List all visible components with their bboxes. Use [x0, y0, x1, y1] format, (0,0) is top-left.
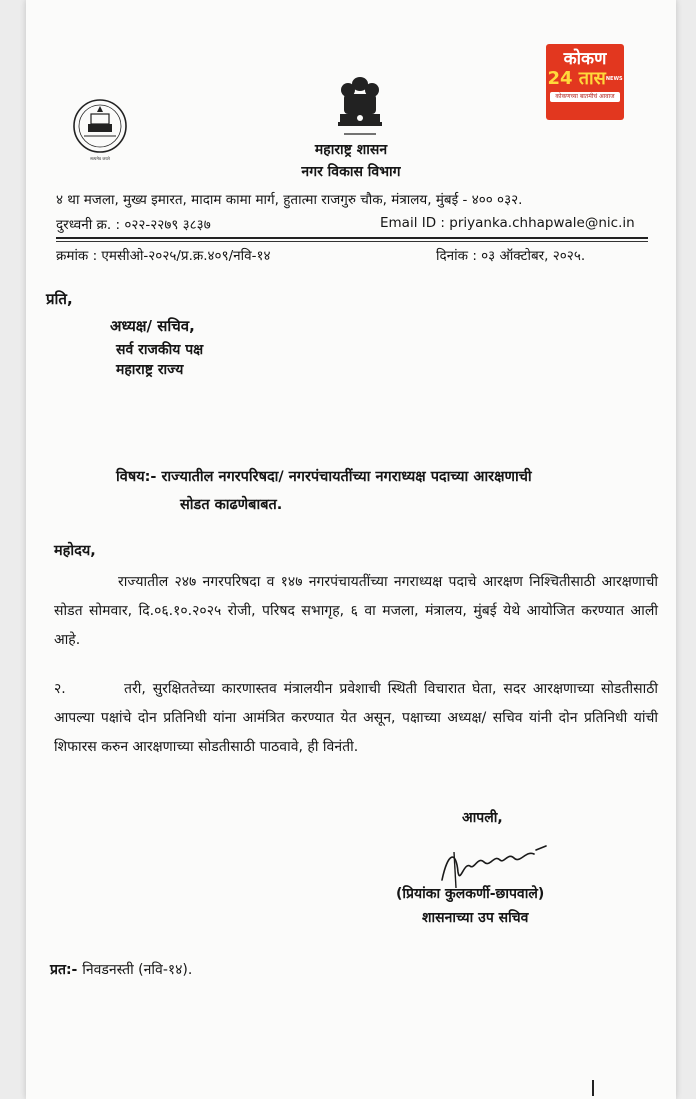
logo-line1: कोकण [563, 49, 607, 69]
government-name: महाराष्ट्र शासन [314, 142, 388, 158]
email-id: Email ID : priyanka.chhapwale@nic.in [380, 215, 635, 231]
paragraph-2 [54, 675, 658, 762]
letter-date: दिनांक : ०३ ऑक्टोबर, २०२५. [436, 248, 586, 264]
paragraph-2-number: २. [54, 681, 66, 697]
department-name: नगर विकास विभाग [301, 164, 401, 180]
page-mark [592, 1080, 594, 1096]
office-address: ४ था मजला, मुख्य इमारत, मादाम कामा मार्ग, हुतात्मा राजगुरु चौक, मंत्रालय, मुंबई - ४०० ०३२. [56, 192, 523, 208]
copy-to [50, 960, 192, 979]
logo-tagline: कोकणच्या बातमीचं आवाज [550, 92, 620, 102]
letter-sheet [26, 0, 676, 1099]
copy-label: प्रत:- [50, 962, 78, 978]
signatory-designation: शासनाच्या उप सचिव [422, 910, 529, 926]
paragraph-1: राज्यातील २४७ नगरपरिषदा व १४७ नगरपंचायतींच्या नगराध्यक्ष पदाचे आरक्षण निश्चितीसाठी आरक्षणाची सोडत सोमवार, दि.०६.१०.२०२५ रोजी, परिषद सभागृह, ६ वा मजला, मंत्रालय, मुंबई येथे आयोजित करण्यात आली आहे. [54, 574, 658, 648]
phone-number: दुरध्वनी क्र. : ०२२-२२७९ ३८३७ [56, 217, 211, 233]
reference-number: क्रमांक : एमसीओ-२०२५/प्र.क्र.४०९/नवि-१४ [56, 248, 271, 264]
recipient-title: अध्यक्ष/ सचिव, [110, 317, 195, 335]
header-divider [56, 237, 648, 239]
seal-caption: सत्यमेव जयते [90, 156, 110, 161]
closing-yours: आपली, [462, 810, 503, 826]
national-emblem-icon [334, 72, 386, 142]
to-label: प्रति, [46, 290, 73, 308]
logo-line2: 24 तास$^{NEWS}$ [547, 68, 623, 89]
copy-text: निवडनस्ती (नवि-१४). [82, 962, 193, 978]
header-divider-thin [56, 241, 648, 242]
subject-line-2: सोडत काढणेबाबत. [180, 497, 283, 513]
recipient-state: महाराष्ट्र राज्य [116, 362, 184, 378]
subject-line-1: विषय:- राज्यातील नगरपरिषदा/ नगरपंचायतींच्या नगराध्यक्ष पदाच्या आरक्षणाची [116, 469, 532, 485]
subject-line [116, 463, 656, 519]
signature-image [434, 832, 584, 892]
salutation: महोदय, [54, 543, 96, 559]
signatory-name: (प्रियांका कुलकर्णी-छापवाले) [396, 886, 545, 902]
paragraph-2-text: तरी, सुरक्षिततेच्या कारणास्तव मंत्रालयीन प्रवेशाची स्थिती विचारात घेता, सदर आरक्षणाच्या सोडतीसाठी आपल्या पक्षांचे दोन प्रतिनिधी यांना आमंत्रित करण्यात येत असून, पक्षाच्या अध्यक्ष/ सचिव यांनी दोन प्रतिनिधी यांची शिफारस करुन आरक्षणाच्या सोडतीसाठी पाठवावे, ही विनंती. [54, 681, 658, 755]
news-channel-logo [546, 44, 624, 120]
recipient-organisation: सर्व राजकीय पक्ष [116, 342, 204, 358]
